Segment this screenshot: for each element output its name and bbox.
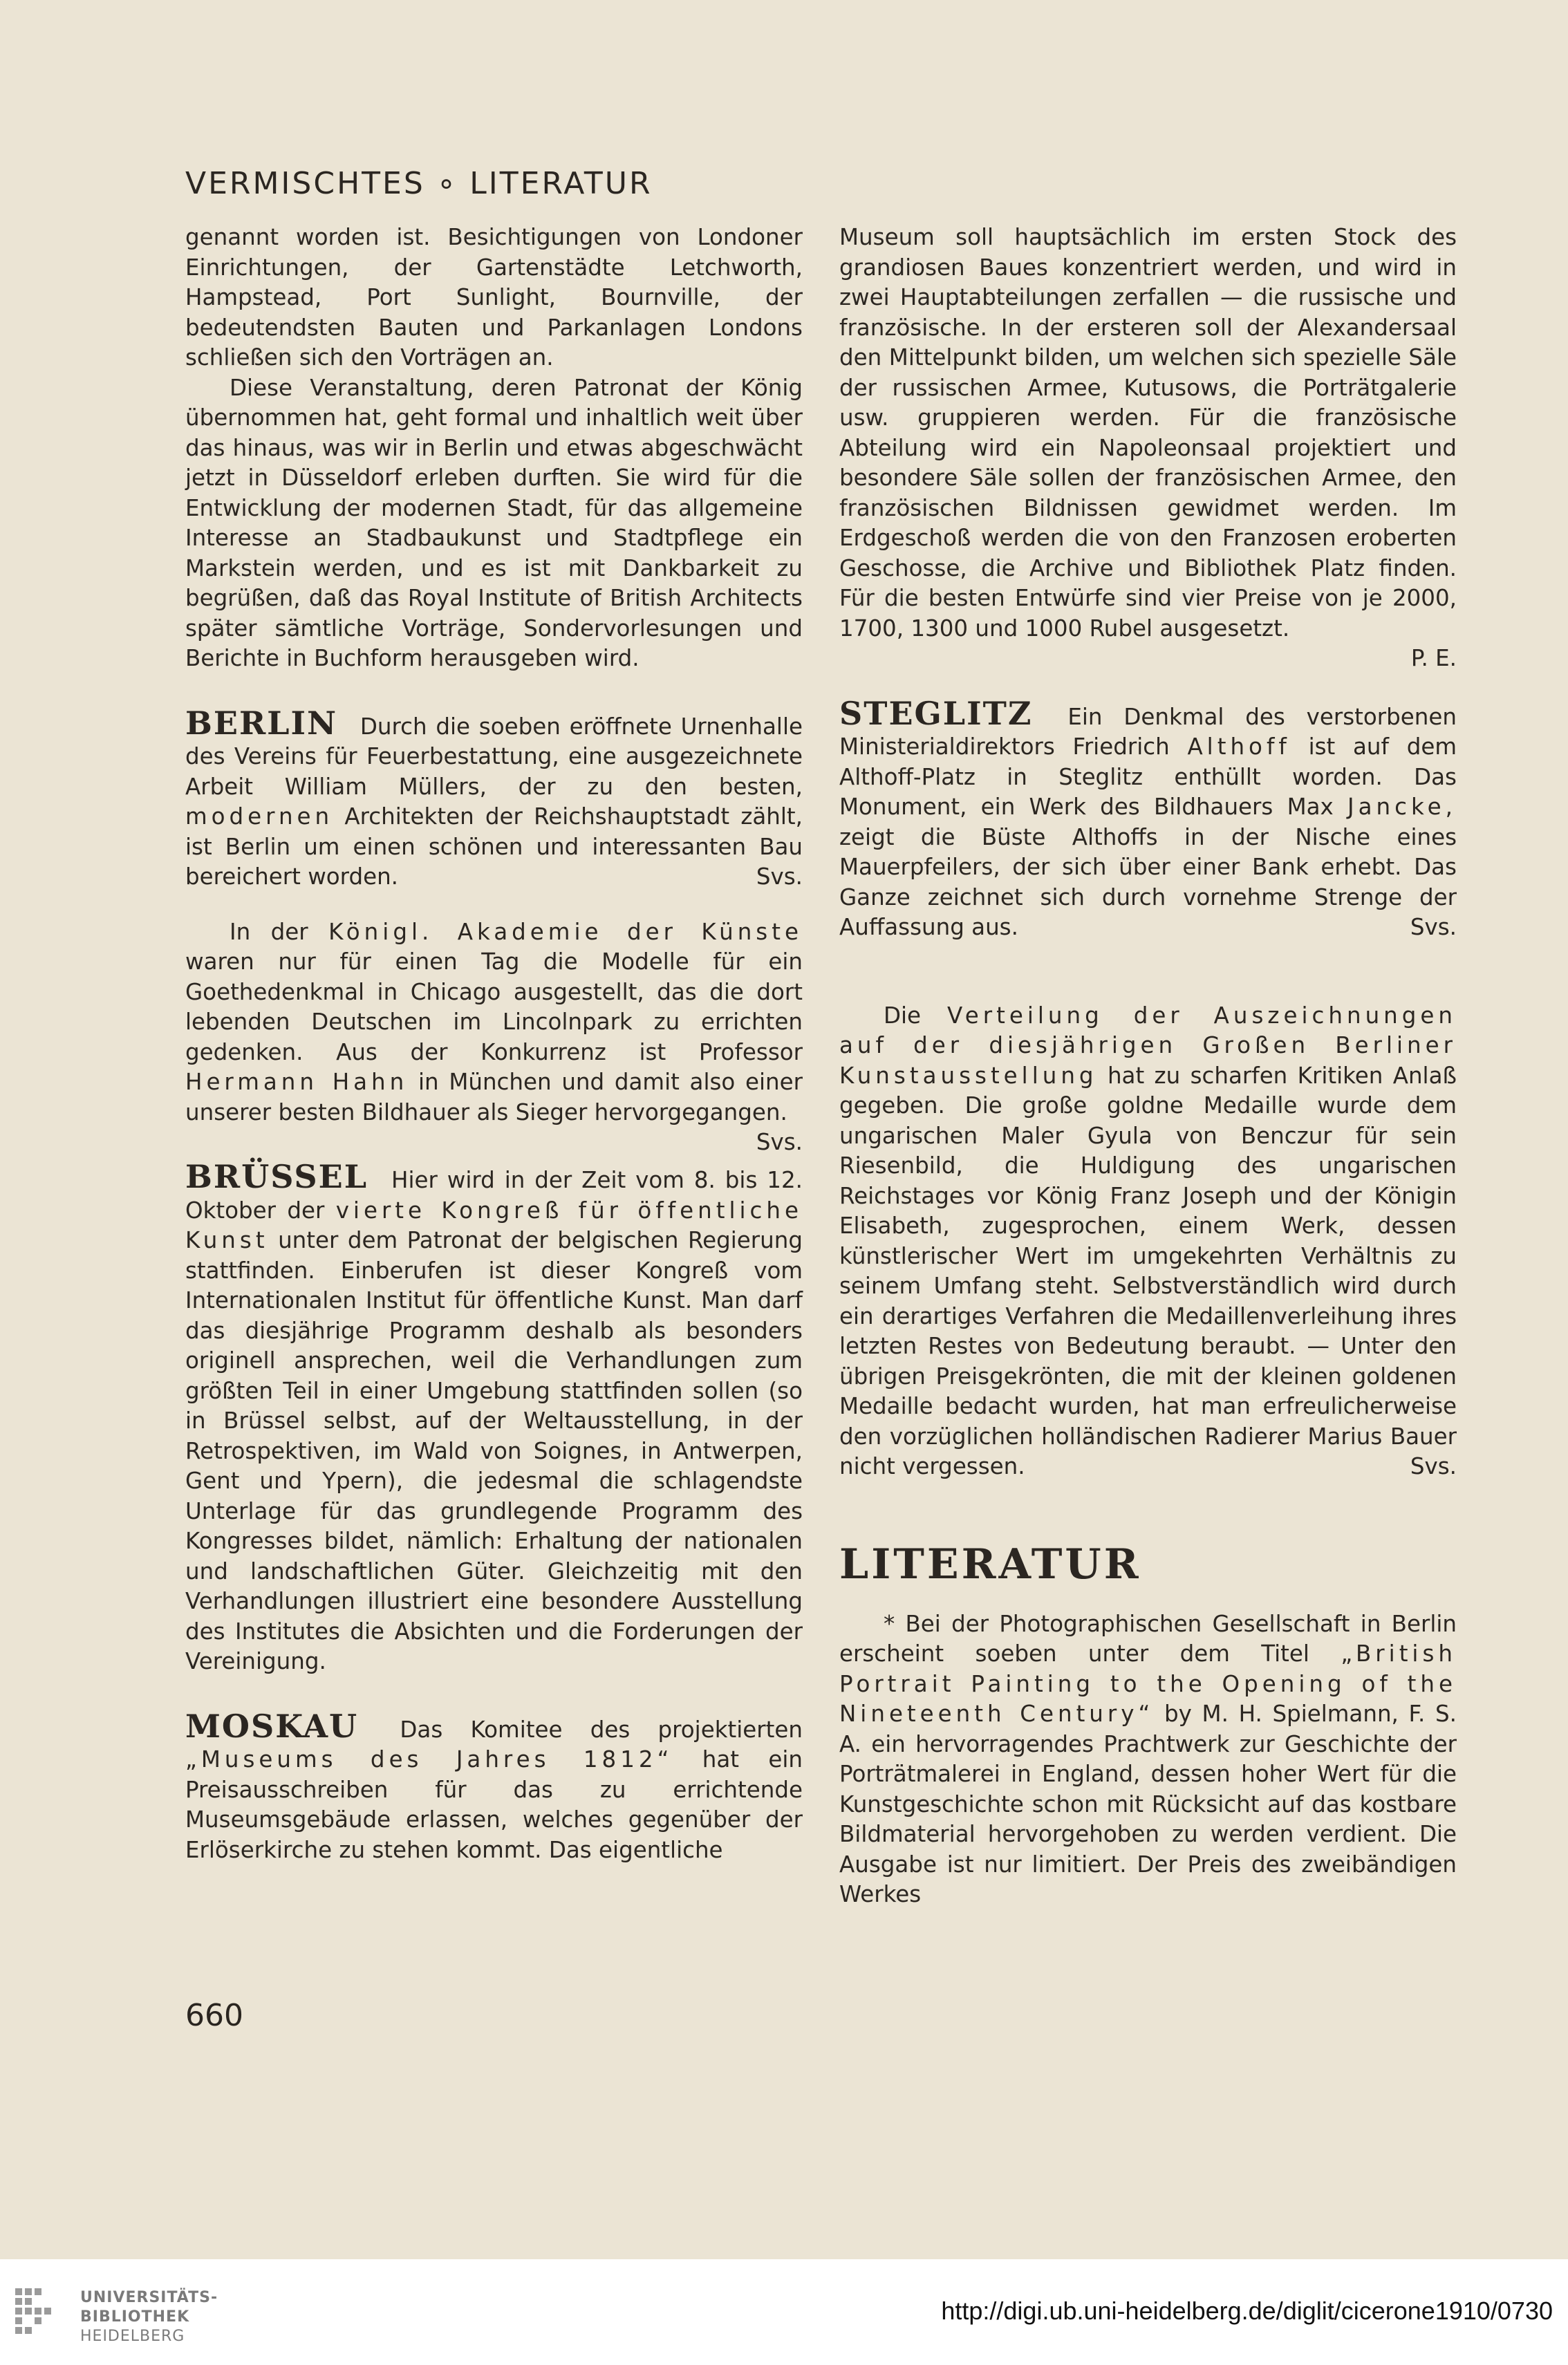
bruessel-text-b: unter dem Patronat der belgischen Regierung stattfinden. Einberufen ist dieser Kongreß vom Internationalen Institut für öffentliche Kunst. Man darf das diesjährige Programm deshalb als besonders originell ansprechen, weil die Verhandlungen zum größten Teil in einer Umgebung stattfinden sollen (so in Brüssel selbst, auf der Weltausstellung, in der Retrospektiven, im Wald von Soignes, in Antwerpen, Gent und Ypern), die jedesmal die schlagendste Unterlage für das grundlegende Programm des Kongresses bildet, nämlich: Erhaltung der nationalen und landschaftlichen Güter. Gleichzeitig mit den Verhandlungen illustriert eine besondere Ausstellung des Institutes die Absichten und die Forderungen der Vereinigung. (185, 1227, 803, 1674)
verteilung-spaced: Verteilung der Auszeichnungen auf der diesjährigen Großen Berliner Kunstausstellung (839, 1002, 1457, 1089)
steglitz-heading: STEGLITZ (839, 694, 1033, 732)
berlin-text-b: Architekten der Reichshauptstadt zählt, ist Berlin um einen schönen und interessanten Bau bereichert worden. (185, 803, 803, 890)
library-name-line-3: HEIDELBERG (80, 2328, 185, 2345)
akademie-name: Hermann Hahn (185, 1069, 409, 1095)
footer-bar (0, 2259, 1568, 2365)
berlin-signature: Svs. (756, 863, 803, 890)
berlin-heading: BERLIN (185, 704, 338, 742)
steglitz-signature: Svs. (1410, 914, 1457, 940)
literatur-article (839, 1609, 1457, 1910)
steglitz-article (839, 694, 1457, 943)
running-head: VERMISCHTES ∘ LITERATUR (185, 166, 653, 201)
steglitz-name-2: Jancke, (1347, 794, 1457, 820)
akademie-text-b: waren nur für einen Tag die Modelle für ein Goethedenkmal in Chicago ausgestellt, das die dort lebenden Deutschen im Lincolnpark zu errichten gedenken. Aus der Konkurrenz ist Professor (185, 948, 803, 1065)
left-column (185, 223, 803, 1865)
akademie-text-a: In der (230, 918, 308, 945)
bruessel-article (185, 1158, 803, 1677)
steglitz-text-c: zeigt die Büste Althoffs in der Nische eines Mauerpfeilers, der sich über einer Bank erhebt. Das Ganze zeichnet sich durch vornehme Strenge der Auffassung aus. (839, 823, 1457, 940)
verteilung-signature: Svs. (1410, 1453, 1457, 1479)
right-column (839, 223, 1457, 1910)
moskau-heading: MOSKAU (185, 1707, 359, 1745)
moskau-article (185, 1707, 803, 1866)
library-name-line-1: UNIVERSITÄTS- (80, 2289, 218, 2306)
literatur-book-title: „British Portrait Painting to the Opening of the Nineteenth Century“ (839, 1640, 1457, 1727)
berlin-text-a: Durch die soeben eröffnete Urnenhalle des Vereins für Feuerbestattung, eine ausgezeichnete Arbeit William Müllers, der zu den besten, (185, 713, 803, 800)
berlin-article (185, 704, 803, 892)
moskau-text-b: hat ein Preisausschreiben für das zu errichtende Museumsgebäude erlassen, welches gegenüber der Erlöserkirche zu stehen kommt. Das eigentliche (185, 1746, 803, 1863)
left-paragraph-2: Diese Veranstaltung, deren Patronat der König übernommen hat, geht formal und inhaltlich weit über das hinaus, was wir in Berlin und etwas abgeschwächt jetzt in Düsseldorf erleben durften. Sie wird für die Entwicklung der modernen Stadt, für das allgemeine Interesse an Stadbaukunst und Stadtpflege ein Markstein werden, und es ist mit Dankbarkeit zu begrüßen, daß das Royal Institute of British Architects später sämtliche Vorträge, Sondervorlesungen und Berichte in Buchform herausgeben wird. (185, 374, 803, 671)
steglitz-text-a: Ein Denkmal des verstorbenen Ministerialdirektors Friedrich (839, 703, 1457, 760)
literatur-heading: LITERATUR (839, 1540, 1141, 1589)
bruessel-heading: BRÜSSEL (185, 1158, 368, 1195)
moskau-text-a: Das Komitee des projektierten (400, 1716, 803, 1743)
library-logo-icon (12, 2284, 62, 2339)
literatur-text-b: by M. H. Spielmann, F. S. A. ein hervorragendes Prachtwerk zur Geschichte der Porträtmalerei in England, dessen hoher Wert für die Kunstgeschichte schon mit Rücksicht auf das kostbare Bildmaterial hervorgehoben zu werden verdient. Die Ausgabe ist nur limitiert. Der Preis des zweibändigen Werkes (839, 1701, 1457, 1907)
literatur-text-a: * Bei der Photographischen Gesellschaft in Berlin erscheint soeben unter dem Titel (839, 1610, 1457, 1667)
pe-signature: P. E. (1410, 645, 1457, 671)
library-name (80, 2288, 218, 2346)
akademie-text-c: in München und damit also einer unserer besten Bildhauer als Sieger hervorgegangen. (185, 1069, 803, 1125)
steglitz-text-b: ist auf dem Althoff-Platz in Steglitz enthüllt worden. Das Monument, ein Werk des Bildhauers Max (839, 733, 1457, 820)
verteilung-article (839, 1001, 1457, 1482)
steglitz-name: Althoff (1187, 733, 1291, 760)
akademie-spaced: Königl. Akademie der Künste (328, 918, 803, 945)
library-name-line-2: BIBLIOTHEK (80, 2308, 190, 2326)
bruessel-text-a: Hier wird in der Zeit vom 8. bis 12. Oktober der (185, 1167, 803, 1224)
akademie-article (185, 917, 803, 1155)
akademie-signature: Svs. (756, 1129, 803, 1155)
source-url[interactable]: http://digi.ub.uni-heidelberg.de/diglit/cicerone1910/0730 (941, 2297, 1553, 2325)
bruessel-spaced: vierte Kongreß für öffentliche Kunst (185, 1197, 803, 1253)
page-number: 660 (185, 1998, 243, 2033)
left-paragraph-1: genannt worden ist. Besichtigungen von Londoner Einrichtungen, der Gartenstädte Letchworth, Hampstead, Port Sunlight, Bournville, der bedeutendsten Bauten und Parkanlagen Londons schließen sich den Vorträgen an. (185, 224, 803, 371)
verteilung-text-b: hat zu scharfen Kritiken Anlaß gegeben. Die große goldne Medaille wurde dem ungarischen Maler Gyula von Benczur für sein Riesenbild, die Huldigung des ungarischen Reichstages vor König Franz Joseph und der Königin Elisabeth, zugesprochen, einem Werk, dessen künstlerischer Wert im umgekehrten Verhältnis zu seinem Umfang steht. Selbstverständlich wird durch ein derartiges Verfahren die Medaillenverleihung ihres letzten Restes von Bedeutung beraubt. — Unter den übrigen Preisgekrönten, die mit der kleinen goldenen Medaille bedacht wurden, hat man erfreulicherweise den vorzüglichen holländischen Radierer Marius Bauer nicht vergessen. (839, 1062, 1457, 1479)
verteilung-text-a: Die (884, 1002, 922, 1029)
berlin-spaced: modernen (185, 803, 334, 830)
moskau-spaced: „Museums des Jahres 1812“ (185, 1746, 673, 1773)
right-paragraph-1: Museum soll hauptsächlich im ersten Stock des grandiosen Baues konzentriert werden, und wird in zwei Hauptabteilungen zerfallen — die russische und französische. In der ersteren soll der Alexandersaal den Mittelpunkt bilden, um welchen sich spezielle Säle der russischen Armee, Kutusows, die Porträtgalerie usw. gruppieren werden. Für die französische Abteilung wird ein Napoleonsaal projektiert und besondere Säle sollen der französischen Armee, den französischen Bildnissen gewidmet werden. Im Erdgeschoß werden die von den Franzosen eroberten Geschosse, die Archive und Bibliothek Platz finden. Für die besten Entwürfe sind vier Preise von je 2000, 1700, 1300 und 1000 Rubel ausgesetzt. (839, 224, 1457, 642)
